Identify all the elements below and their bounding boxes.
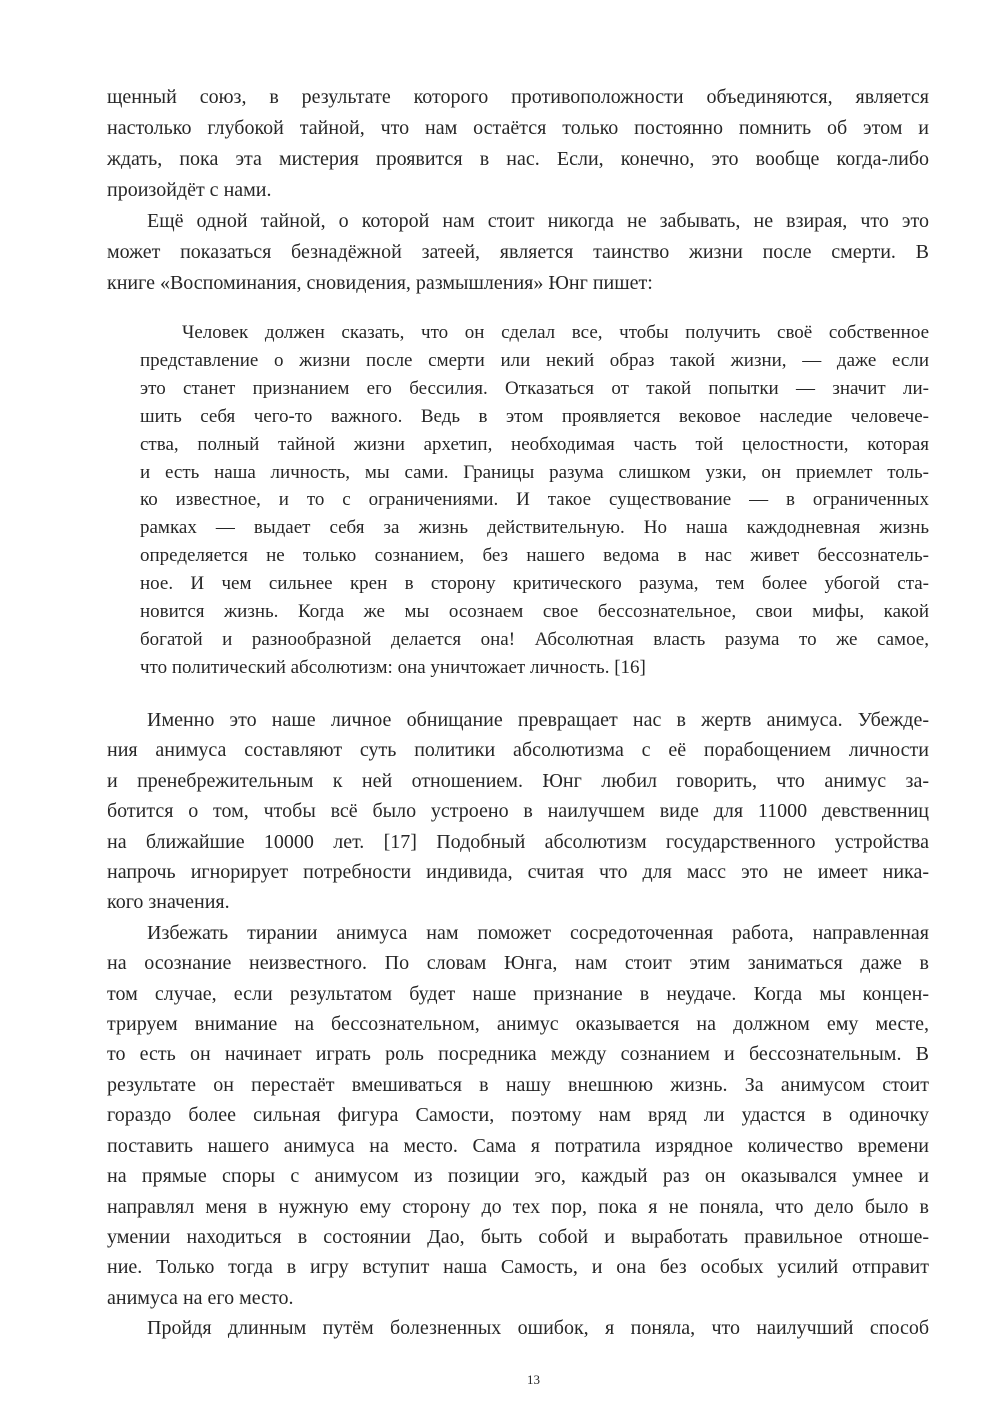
text-line: настолько глубокой тайной, что нам остаётся только постоянно помнить об этом и xyxy=(107,117,929,139)
body-text-bottom xyxy=(107,705,929,1344)
text-line: это станет признанием его бессилия. Отказаться от такой попытки — значит ли- xyxy=(140,377,929,399)
text-line: направлял меня в нужную ему сторону до тех пор, пока я не поняла, что дело было в xyxy=(107,1195,929,1218)
paragraph xyxy=(107,82,929,206)
text-line: анимуса на его место. xyxy=(107,1286,294,1309)
paragraph xyxy=(107,705,929,918)
text-line: Избежать тирании анимуса нам поможет сосредоточенная работа, направленная xyxy=(147,921,929,944)
text-line: новится жизнь. Когда же мы осознаем свое бессознательное, свои мифы, какой xyxy=(140,601,929,623)
text-line: ние. Только тогда в игру вступит наша Самость, и она без особых усилий отправит xyxy=(107,1256,929,1279)
paragraph xyxy=(107,918,929,1313)
text-line: Ещё одной тайной, о которой нам стоит никогда не забывать, не взирая, что это xyxy=(147,210,929,232)
text-line: ботится о том, чтобы всё было устроено в наилучшем виде для 11000 девственниц xyxy=(107,800,929,823)
paragraph xyxy=(107,1313,929,1343)
text-line: умении находиться в состоянии Дао, быть собой и выработать правильное отноше- xyxy=(107,1225,929,1248)
body-text-top xyxy=(107,82,929,299)
text-line: на прямые споры с анимусом из позиции эго, каждый раз он оказывался умнее и xyxy=(107,1165,929,1188)
paragraph xyxy=(140,319,929,682)
text-line: результате он перестаёт вмешиваться в нашу внешнюю жизнь. За анимусом стоит xyxy=(107,1073,929,1096)
text-line: богатой и разнообразной делается она! Абсолютная власть разума то же самое, xyxy=(140,628,929,650)
text-line: том случае, если результатом будет наше признание в неудаче. Когда мы концен- xyxy=(107,982,929,1005)
block-quote xyxy=(140,319,929,682)
text-line: гораздо более сильная фигура Самости, поэтому нам вряд ли удастся в одиночку xyxy=(107,1104,929,1127)
paragraph xyxy=(107,206,929,299)
text-line: рамках — выдает себя за жизнь действительную. Но наша каждодневная жизнь xyxy=(140,517,929,539)
page-number: 13 xyxy=(527,1372,540,1387)
text-line: может показаться безнадёжной затеей, является таинство жизни после смерти. В xyxy=(107,241,929,263)
text-line: книге «Воспоминания, сновидения, размышления» Юнг пишет: xyxy=(107,272,653,294)
text-line: ства, полный тайной жизни архетип, необходимая часть той целостности, которая xyxy=(140,433,929,455)
text-line: Человек должен сказать, что он сделал все, чтобы получить своё собственное xyxy=(182,322,929,343)
text-line: и пренебрежительным к ней отношением. Юнг любил говорить, что анимус за- xyxy=(107,769,929,792)
text-line: определяется не только сознанием, без нашего ведома в нас живет бессознатель- xyxy=(140,545,929,567)
text-line: напрочь игнорирует потребности индивида, считая что для масс это не имеет ника- xyxy=(107,861,929,884)
text-line: произойдёт с нами. xyxy=(107,179,272,201)
text-line: ждать, пока эта мистерия проявится в нас. Если, конечно, это вообще когда-либо xyxy=(107,148,929,170)
text-line: трируем внимание на бессознательном, анимус оказывается на должном ему месте, xyxy=(107,1013,929,1036)
text-line: ния анимуса составляют суть политики абсолютизма с её порабощением личности xyxy=(107,739,929,762)
text-line: Именно это наше личное обнищание превращает нас в жертв анимуса. Убежде- xyxy=(147,709,929,731)
text-line: кого значения. xyxy=(107,891,230,914)
text-line: шить себя чего-то важного. Ведь в этом проявляется вековое наследие человече- xyxy=(140,405,929,427)
text-line: то есть он начинает играть роль посредника между сознанием и бессознательным. В xyxy=(107,1043,929,1066)
text-line: щенный союз, в результате которого противоположности объединяются, является xyxy=(107,86,929,108)
text-line: что политический абсолютизм: она уничтожает личность. [16] xyxy=(140,656,646,678)
text-line: Пройдя длинным путём болезненных ошибок, я поняла, что наилучший способ xyxy=(147,1317,929,1340)
text-line: на ближайшие 10000 лет. [17] Подобный абсолютизм государственного устройства xyxy=(107,830,929,853)
text-line: на осознание неизвестного. По словам Юнга, нам стоит этим заниматься даже в xyxy=(107,952,929,975)
text-line: представление о жизни после смерти или некий образ такой жизни, — даже если xyxy=(140,349,929,371)
text-line: и есть наша личность, мы сами. Границы разума слишком узки, он приемлет толь- xyxy=(140,461,929,483)
text-line: ко известное, и то с ограничениями. И такое существование — в ограниченных xyxy=(140,489,929,511)
text-line: поставить нашего анимуса на место. Сама я потратила изрядное количество времени xyxy=(107,1134,929,1157)
text-line: ное. И чем сильнее крен в сторону критического разума, тем более убогой ста- xyxy=(140,573,929,595)
